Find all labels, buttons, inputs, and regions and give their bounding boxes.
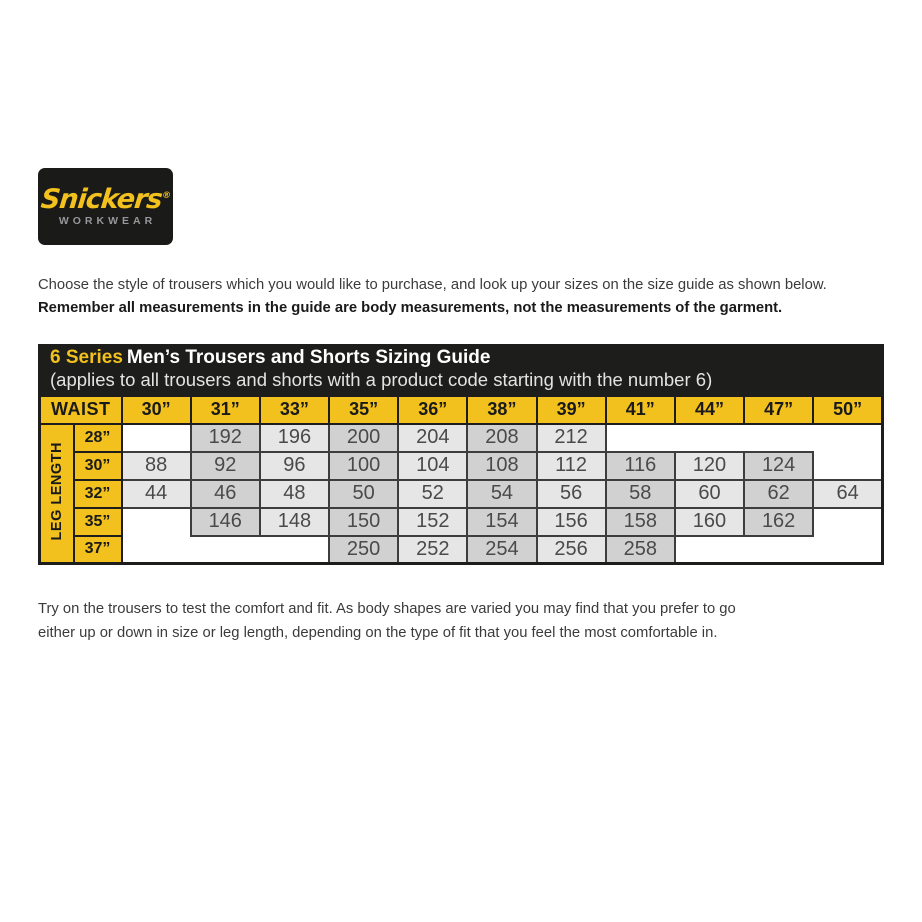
size-cell: 200 — [329, 424, 398, 452]
waist-size-cell: 44” — [675, 396, 744, 424]
outro-line-2: either up or down in size or leg length, depending on the type of fit that you feel the most comfortable in. — [38, 625, 718, 641]
size-cell: 52 — [398, 480, 467, 508]
leg-size-cell: 37” — [74, 536, 122, 564]
outro-paragraph — [38, 597, 898, 645]
size-cell — [675, 536, 744, 564]
waist-size-cell: 33” — [260, 396, 329, 424]
logo-brand — [39, 184, 172, 216]
size-cell: 116 — [606, 452, 675, 480]
leg-length-label: LEG LENGTH — [48, 441, 65, 540]
size-cell: 146 — [191, 508, 260, 536]
size-cell: 148 — [260, 508, 329, 536]
size-cell: 254 — [467, 536, 536, 564]
size-cell: 192 — [191, 424, 260, 452]
table-row — [40, 536, 883, 564]
size-cell — [606, 424, 675, 452]
waist-size-cell: 41” — [606, 396, 675, 424]
size-cell: 112 — [537, 452, 606, 480]
size-cell: 256 — [537, 536, 606, 564]
leg-size-cell: 30” — [74, 452, 122, 480]
waist-label-cell: WAIST — [40, 396, 122, 424]
size-cell — [122, 424, 191, 452]
table-row — [40, 424, 883, 452]
size-cell — [744, 424, 813, 452]
size-cell: 156 — [537, 508, 606, 536]
size-cell: 48 — [260, 480, 329, 508]
size-cell: 92 — [191, 452, 260, 480]
logo-brand-text: Snickers — [39, 184, 163, 216]
guide-subtitle: (applies to all trousers and shorts with a product code starting with the number 6) — [50, 369, 713, 390]
size-cell: 108 — [467, 452, 536, 480]
size-cell — [675, 424, 744, 452]
size-cell: 50 — [329, 480, 398, 508]
size-cell: 158 — [606, 508, 675, 536]
size-cell: 204 — [398, 424, 467, 452]
size-cell: 154 — [467, 508, 536, 536]
size-cell: 60 — [675, 480, 744, 508]
size-cell: 46 — [191, 480, 260, 508]
waist-size-cell: 50” — [813, 396, 882, 424]
leg-size-cell: 35” — [74, 508, 122, 536]
size-cell: 160 — [675, 508, 744, 536]
size-cell: 88 — [122, 452, 191, 480]
size-cell — [813, 536, 882, 564]
leg-length-label-cell — [40, 424, 74, 564]
size-cell: 196 — [260, 424, 329, 452]
leg-size-cell: 28” — [74, 424, 122, 452]
size-cell: 54 — [467, 480, 536, 508]
waist-size-cell: 39” — [537, 396, 606, 424]
waist-size-cell: 36” — [398, 396, 467, 424]
size-cell: 252 — [398, 536, 467, 564]
size-cell: 258 — [606, 536, 675, 564]
logo-workwear-text: WORKWEAR — [58, 215, 157, 228]
size-cell — [191, 536, 260, 564]
size-cell — [744, 536, 813, 564]
size-cell: 64 — [813, 480, 882, 508]
waist-size-cell: 31” — [191, 396, 260, 424]
size-cell: 100 — [329, 452, 398, 480]
size-cell: 124 — [744, 452, 813, 480]
table-row — [40, 452, 883, 480]
guide-title-line — [50, 347, 872, 369]
intro-paragraph — [38, 274, 898, 320]
size-cell: 162 — [744, 508, 813, 536]
leg-size-cell: 32” — [74, 480, 122, 508]
size-cell: 152 — [398, 508, 467, 536]
size-cell: 212 — [537, 424, 606, 452]
table-row — [40, 508, 883, 536]
size-cell — [122, 508, 191, 536]
intro-line-2: Remember all measurements in the guide are body measurements, not the measurements of the garment. — [38, 300, 783, 316]
size-cell — [260, 536, 329, 564]
size-cell: 62 — [744, 480, 813, 508]
waist-size-cell: 38” — [467, 396, 536, 424]
size-cell — [813, 508, 882, 536]
size-cell: 208 — [467, 424, 536, 452]
size-cell: 58 — [606, 480, 675, 508]
size-cell: 44 — [122, 480, 191, 508]
size-cell: 150 — [329, 508, 398, 536]
size-cell — [813, 452, 882, 480]
waist-header-row — [40, 396, 883, 424]
size-cell: 104 — [398, 452, 467, 480]
guide-title: Men’s Trousers and Shorts Sizing Guide — [126, 347, 491, 368]
guide-header-bar — [38, 344, 884, 394]
size-cell — [813, 424, 882, 452]
size-cell: 120 — [675, 452, 744, 480]
size-cell: 96 — [260, 452, 329, 480]
snickers-logo — [38, 168, 173, 245]
size-cell: 56 — [537, 480, 606, 508]
outro-line-1: Try on the trousers to test the comfort and fit. As body shapes are varied you may find that you prefer to go — [38, 601, 736, 617]
size-cell: 250 — [329, 536, 398, 564]
sizing-guide — [38, 344, 884, 565]
intro-line-1: Choose the style of trousers which you would like to purchase, and look up your sizes on the size guide as shown below. — [38, 277, 827, 293]
waist-size-cell: 30” — [122, 396, 191, 424]
table-row — [40, 480, 883, 508]
size-cell — [122, 536, 191, 564]
sizing-table — [38, 394, 884, 565]
waist-size-cell: 35” — [329, 396, 398, 424]
waist-size-cell: 47” — [744, 396, 813, 424]
series-label: 6 Series — [50, 347, 123, 368]
registered-trademark-icon: ® — [161, 191, 172, 202]
